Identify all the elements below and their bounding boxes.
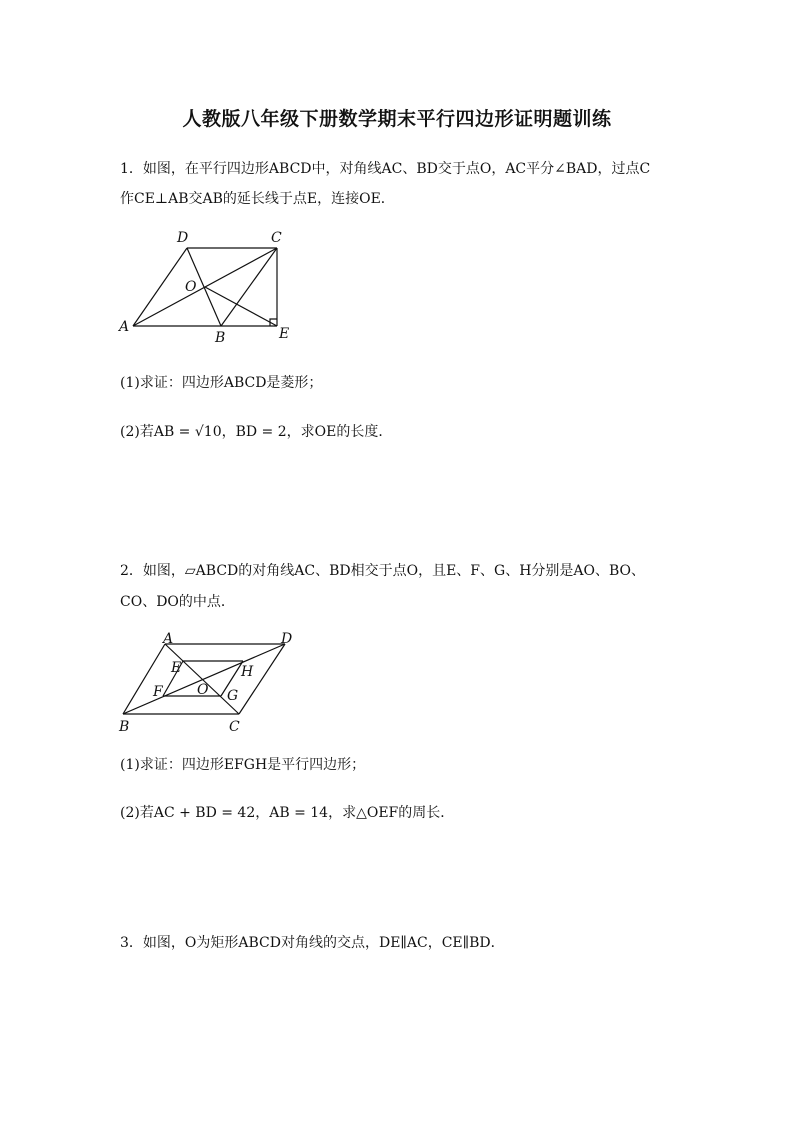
fig1-label-e: E: [279, 326, 290, 342]
problem-1-part-2: (2)若AB = √10，BD = 2，求OE的长度．: [120, 424, 393, 440]
fig1-label-c: C: [271, 230, 282, 246]
fig2-label-h: H: [241, 664, 254, 680]
page-title: 人教版八年级下册数学期末平行四边形证明题训练: [182, 108, 612, 130]
problem-2-line-1: 2．如图，▱ABCD的对角线AC、BD相交于点O，且E、F、G、H分别是AO、BO、: [120, 563, 646, 579]
problem-3-line-1: 3．如图，O为矩形ABCD对角线的交点，DE∥AC，CE∥BD．: [120, 935, 505, 951]
fig1-label-b: B: [215, 330, 226, 346]
fig2-label-d: D: [281, 631, 293, 647]
problem-2-part-2: (2)若AC + BD = 42，AB = 14，求△OEF的周长．: [120, 805, 455, 821]
fig2-label-g: G: [227, 688, 239, 704]
fig2-label-o: O: [197, 682, 209, 698]
problem-1-line-1: 1．如图，在平行四边形ABCD中，对角线AC、BD交于点O，AC平分∠BAD，过点C: [120, 161, 651, 177]
fig2-label-b: B: [119, 719, 130, 735]
problem-2-line-2: CO、DO的中点．: [120, 594, 235, 610]
fig1-label-o: O: [185, 279, 197, 295]
fig1-label-d: D: [177, 230, 189, 246]
fig2-label-a: A: [163, 631, 174, 647]
problem-2-figure: [115, 628, 315, 738]
fig1-label-a: A: [119, 319, 130, 335]
fig2-label-c: C: [229, 719, 240, 735]
problem-2-part-1: (1)求证：四边形EFGH是平行四边形；: [120, 757, 366, 773]
fig2-label-f: F: [153, 684, 163, 700]
problem-1-part-1: (1)求证：四边形ABCD是菱形；: [120, 375, 323, 391]
problem-1-figure: [115, 228, 305, 348]
problem-1-line-2: 作CE⊥AB交AB的延长线于点E，连接OE．: [120, 191, 395, 207]
fig2-label-e: E: [171, 660, 182, 676]
